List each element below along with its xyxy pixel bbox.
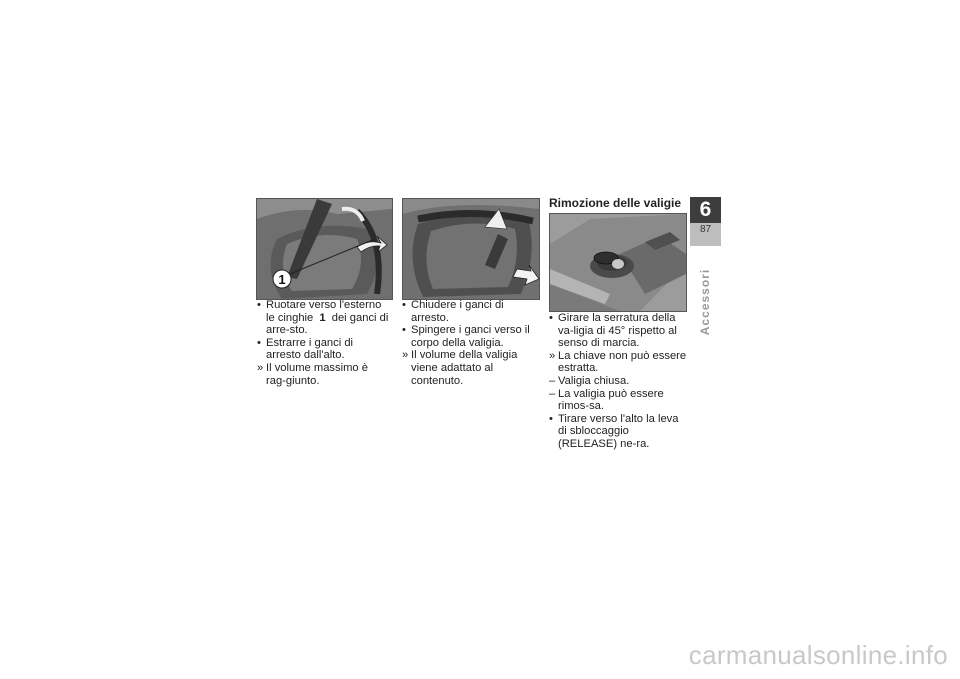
section-title: Rimozione delle valigie [549,196,682,210]
list-item [402,299,538,324]
hook-close-photo [402,198,540,300]
bullet-marker: • [402,324,406,337]
item-text-after: dei ganci di arre-sto. [266,311,389,337]
list-item [549,375,687,388]
list-item [257,362,390,387]
list-item [402,349,538,387]
chapter-number: 6 [699,198,712,221]
list-item-text: Girare la serratura della va-ligia di 45° rispetto al senso di marcia. [558,312,677,350]
bullet-marker: • [257,299,261,311]
callout-reference: 1 [319,311,326,324]
list-item-text: Spingere i ganci verso il corpo della valigia. [411,324,530,349]
list-item-text: La chiave non può essere estratta. [558,349,687,375]
page-number: 87 [699,224,712,235]
item-text-before: Ruotare verso l'esterno le cinghie [266,299,382,324]
result-marker: » [257,361,264,374]
watermark: carmanualsonline.info [688,640,948,670]
hook-straps-photo [256,198,393,300]
list-item-text: La valigia può essere rimos-sa. [558,387,664,413]
instruction-column-2 [402,299,538,387]
list-item [257,299,390,337]
list-item [549,312,687,350]
list-item-text: Valigia chiusa. [558,374,630,387]
bullet-marker: • [549,412,553,425]
list-item-text: Il volume della valigia viene adattato al contenuto. [411,349,518,387]
list-item [402,324,538,349]
lock-illustration [550,214,686,311]
instruction-column-1 [257,299,390,387]
result-marker: » [549,349,556,362]
list-item-text: Estrarre i ganci di arresto dall'alto. [266,336,354,362]
dash-marker: – [549,374,556,387]
list-item [549,350,687,375]
hook-close-illustration [403,199,539,299]
lock-photo [549,213,687,312]
hook-straps-illustration [257,199,392,299]
list-item-text: Il volume massimo è rag-giunto. [266,361,368,387]
chapter-side-label: Accessori [698,268,712,336]
list-item-text [266,299,390,337]
chapter-tab [690,197,721,246]
callout-number: 1 [278,272,286,287]
list-item [257,337,390,362]
bullet-marker: • [402,299,406,311]
result-marker: » [402,349,409,362]
list-item-text: Tirare verso l'alto la leva di sbloccaggio (RELEASE) ne-ra. [558,412,679,450]
list-item-text: Chiudere i ganci di arresto. [411,299,504,324]
list-item [549,388,687,413]
bullet-marker: • [549,312,553,324]
instruction-column-3 [549,312,687,451]
bullet-marker: • [257,336,261,349]
dash-marker: – [549,387,556,400]
list-item [549,413,687,451]
